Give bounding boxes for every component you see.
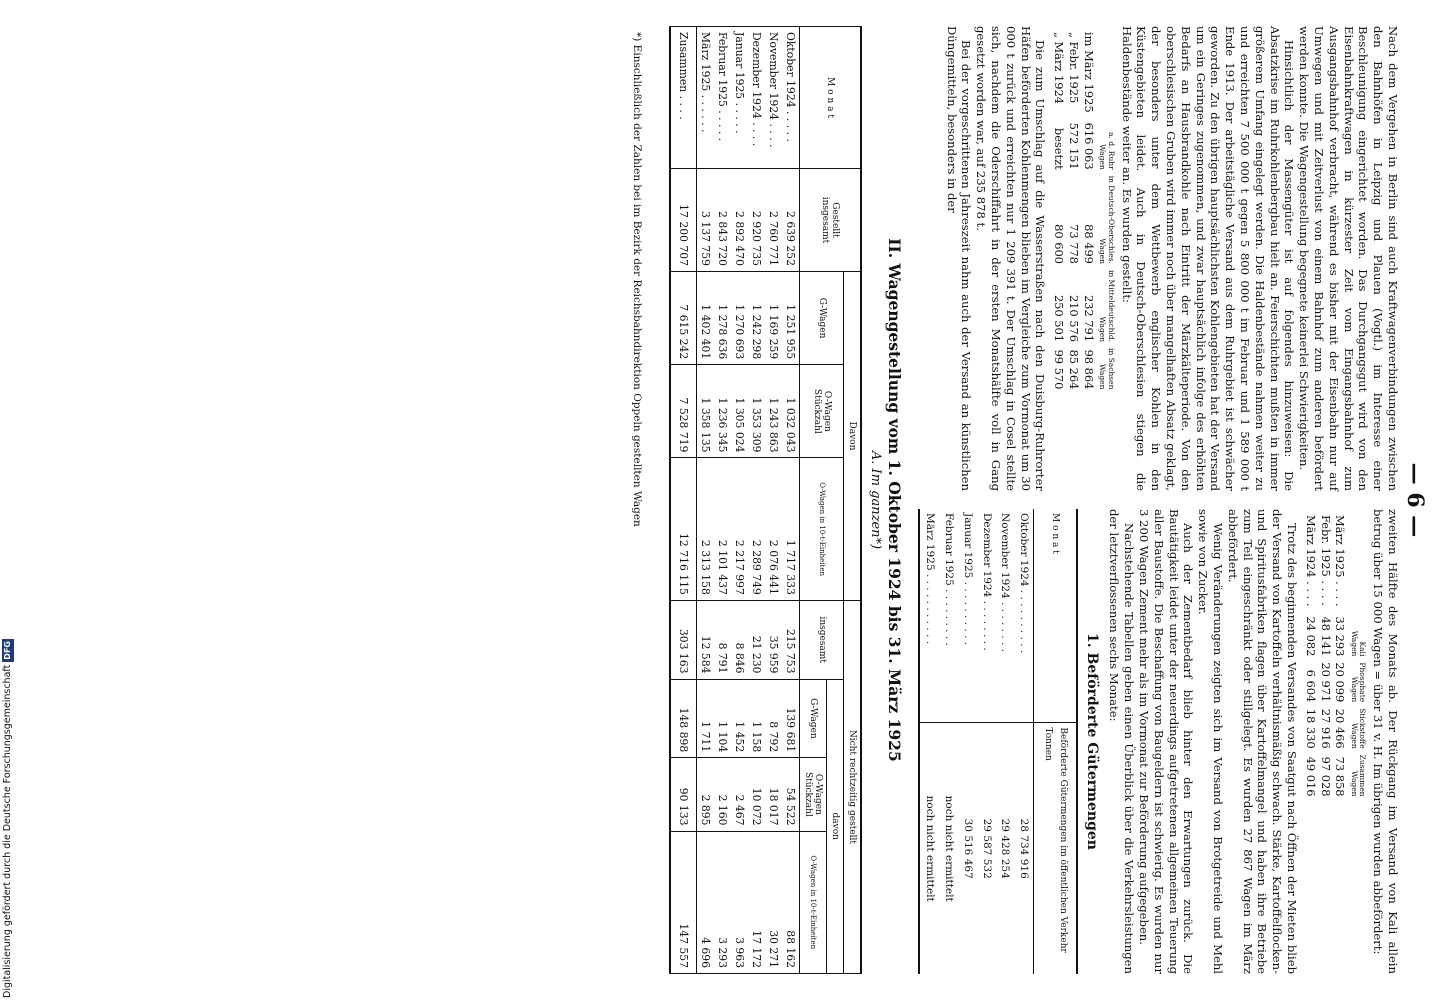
table-row [782, 27, 800, 974]
table-row [1081, 32, 1096, 395]
table-row [1066, 32, 1081, 395]
goods-table [918, 509, 1077, 974]
cell: 49 016 [1303, 756, 1318, 797]
paragraph: Trotz des beginnenden Versandes von Saatgut nach Öffnen der Mieten blieb der Versand von Kartoffeln verhältnismäßig schwach. Stärke, Kartoffelflocken- und Spiritusfabriken flagen über Kartoffelmangel und haben ihre Betriebe zum Teil eingeschränkt oder stillgelegt. Es wurden 27 867 Wagen im März abbefördert. [1225, 509, 1300, 974]
cell: 2 467 [731, 758, 748, 831]
table-row [765, 27, 782, 974]
coal-table [1051, 32, 1114, 395]
table-row [714, 27, 731, 974]
cell: 12 584 [697, 600, 715, 679]
month-cell: November 1924 . . . . [765, 27, 782, 169]
cell: 24 082 [1303, 616, 1318, 657]
insgesamt-label: insgesamt [820, 196, 831, 244]
cell: 8 791 [714, 600, 731, 679]
total-label: Zusammen . . . . [670, 27, 697, 169]
col-header: in Deutsch-Oberschles. [1106, 175, 1116, 264]
month-cell: März 1925 . . . . . . . . . . . [919, 509, 939, 723]
cell: 2 313 158 [697, 458, 715, 600]
cell: 1 278 636 [714, 272, 731, 365]
month-cell: Januar 1925 . . . . . . . . . . [961, 513, 974, 646]
stueck-label: Stückzahl [803, 771, 814, 817]
col-header-monat: M o n a t [1034, 509, 1077, 723]
cell: 85 264 [1067, 349, 1082, 390]
total-cell: 7 528 719 [670, 365, 697, 458]
cell: 1 711 [697, 679, 715, 758]
cell: 215 753 [782, 600, 800, 679]
col-header-nicht-insgesamt: insgesamt [800, 600, 844, 679]
section-title: II. Wagengestellung vom 1. Oktober 1924 bis 31. März 1925 [885, 238, 905, 762]
col-header-nicht-o10: O-Wagen in 10-t-Einheiten [800, 831, 827, 973]
col-header-o [800, 365, 844, 458]
cell: 17 172 [748, 831, 765, 973]
unit-label: Wagen [1349, 770, 1359, 797]
table-row [1333, 515, 1348, 803]
cell: 1 305 024 [731, 365, 748, 458]
cell: noch nicht ermittelt [919, 723, 939, 974]
goods-header-label: Beförderte Gütermengen im öffentlichen Verkehr [1057, 727, 1068, 953]
cell: 33 293 [1333, 616, 1348, 657]
cell: 2 639 252 [782, 169, 800, 272]
unit-label: Wagen [1349, 723, 1359, 749]
cell: 98 864 [1081, 349, 1096, 390]
cell: 3 137 759 [697, 169, 715, 272]
cell: 2 892 470 [731, 169, 748, 272]
cell: 27 916 [1318, 708, 1333, 749]
unit-label: Wagen [1349, 676, 1359, 703]
gestellt-label: Gestellt [830, 202, 841, 238]
cell: 30 271 [765, 831, 782, 973]
two-column-text [918, 26, 1400, 974]
page-number: — 6 — [1402, 462, 1428, 538]
col-header: Kali [1358, 641, 1368, 657]
cell: 2 289 749 [748, 458, 765, 600]
col-header-o10: O-Wagen in 10-t-Einheiten [800, 458, 844, 600]
cell: 2 895 [697, 758, 715, 831]
month-cell: November 1924 . . . . . . . . [999, 513, 1012, 653]
cell: 1 032 043 [782, 365, 800, 458]
cell: 1 158 [748, 679, 765, 758]
cell: 29 587 532 [977, 723, 996, 974]
o-label: O-Wagen [821, 390, 832, 432]
cell: 232 791 [1081, 294, 1096, 343]
col-header-davon: Davon [844, 272, 862, 601]
cell: 1 452 [731, 679, 748, 758]
paragraph: Wenig Veränderungen zeigten sich im Versand von Brotgetreide und Mehl sowie von Zucker. [1196, 509, 1226, 974]
cell: 88 499 [1081, 224, 1096, 264]
col-header: Stickstoffe [1358, 708, 1368, 749]
cell: 21 230 [748, 600, 765, 679]
table-row [731, 27, 748, 974]
cell: 18 330 [1303, 708, 1318, 749]
section-heading: 1. Beförderte Gütermengen [1083, 633, 1100, 850]
wagon-table-body [670, 27, 800, 974]
col-header: Phosphate [1358, 662, 1368, 703]
cell: 28 734 916 [1014, 723, 1033, 974]
cell: 1 402 401 [697, 272, 715, 365]
side-note-text: Digitalisierung gefördert durch die Deutsche Forschungsgemeinschaft [2, 664, 13, 998]
total-cell: 303 163 [670, 600, 697, 679]
cell: 1 104 [714, 679, 731, 758]
month-cell: Oktober 1924 . . . . . [782, 27, 800, 169]
cell: 10 072 [748, 758, 765, 831]
total-cell: 90 133 [670, 758, 697, 831]
month-cell: Oktober 1924 . . . . . . . . . . [1018, 513, 1031, 654]
cell: 80 600 [1052, 224, 1067, 264]
month-cell: März 1925 . . . . . . [697, 27, 715, 169]
total-cell: 7 615 242 [670, 272, 697, 365]
cell: 8 846 [731, 600, 748, 679]
table-row [1303, 515, 1318, 803]
table-row [1014, 509, 1033, 974]
cell: 18 017 [765, 758, 782, 831]
unit-label: Wagen [1098, 363, 1108, 390]
col-header-monat: M o n a t [800, 27, 862, 169]
cell: 20 466 [1333, 708, 1348, 749]
cell: 3 963 [731, 831, 748, 973]
cell: 35 959 [765, 600, 782, 679]
cell: 572 151 [1067, 122, 1082, 170]
paragraph: Die zum Umschlag auf die Wasserstraßen nach den Duisburg-Ruhrorter Häfen beförderten Kohlenmengen blieben im Vergleiche zum Vormonat um 30 000 t zurück und erreichten nur 1 209 391 t. Der Umschlag in Cosel stellte sich, nachdem die Oderschiffahrt in der ersten Monatshälfte voll in Gang gesetzt worden war, auf 235 878 t. [974, 26, 1048, 491]
cell: 2 760 771 [765, 169, 782, 272]
cell: 2 217 997 [731, 458, 748, 600]
unit-label: Wagen [1098, 316, 1108, 343]
cell: 73 858 [1333, 756, 1348, 797]
cell: 1 270 693 [731, 272, 748, 365]
cell: 88 162 [782, 831, 800, 973]
cell: 2 843 720 [714, 169, 731, 272]
total-row [670, 27, 697, 974]
cell: 30 516 467 [958, 723, 977, 974]
row-label: März 1924 . . . . [1303, 515, 1318, 607]
col-header-nicht-o [800, 758, 827, 831]
side-note [2, 610, 14, 998]
month-cell: Dezember 1924 . . . . [748, 27, 765, 169]
month-cell: Januar 1925 . . . . . [731, 27, 748, 169]
total-cell: 147 557 [670, 831, 697, 973]
paragraph: Nach dem Vergehen in Berlin sind auch Kraftwagenverbindungen zwischen den Bahnhöfen in Leipzig und Plauen (Vogtl.) im Interesse einer Beschleunigung eingerichtet worden. Das Durchgangsgut wird von den Eisenbahnkraftwagen in kürzester Zeit vom Eingangsbahnhof zum Ausgangsbahnhof verbracht, während es bisher mit der Eisenbahn nur auf Umwegen und mit Zeitverlust von einem Bahnhof zum anderen befördert werden konnte. Die Wagengestellung begegnete keinerlei Schwierigkeiten. [1297, 26, 1400, 491]
footnote: *) Einschließlich der Zahlen bei im Bezirk der Reichsbahndirektion Oppeln gestellten Wagen [631, 32, 644, 527]
left-column [918, 26, 1400, 491]
paragraph: Hinsichtlich der Massengüter ist auf folgendes hinzuweisen: Die Absatzkrise im Ruhrkohlenbergbau hielt an. Feierschichten mußten in immer größerem Umfang eingelegt werden. Die Haldenbestände nahmen weiter zu und erreichten 7 500 000 t gegen 5 800 000 t im Februar und 1 589 000 t Ende 1913. Der arbeitstägliche Versand aus dem Ruhrgebiet ist schwächer geworden. Zu den übrigen hauptsächlichsten Kohlengebieten hat der Versand um ein Geringes zugenommen, und zwar hauptsächlich infolge des erhöhten Bedarfs an Hausbrandkohle nach Eintritt der Märzkälteperiode. Von den oberschlesischen Gruben wird immer noch über mangelhaften Absatz geklagt, der besonders unter dem Wettbewerb englischer Kohlen in den Küstengebieten leidet. Auch in Deutsch-Oberschlesien stiegen die Haldenbestände weiter an. Es wurden gestellt: [1119, 26, 1297, 491]
cell: 6 604 [1303, 669, 1318, 703]
cell: 616 063 [1081, 122, 1096, 170]
cell: 2 160 [714, 758, 731, 831]
right-column [918, 509, 1400, 974]
cell: 139 681 [782, 679, 800, 758]
unit-label: Tonnen [1043, 727, 1054, 761]
paragraph: zweiten Hälfte des Monats ab. Der Rückgang im Versand von Kali allein betrug über 15 000 Wagen = über 31 v. H. Im übrigen wurden abbefördert: [1371, 509, 1400, 974]
col-header: Zusammen [1358, 754, 1368, 797]
unit-label: Wagen [1098, 144, 1108, 170]
row-label: „ Febr. 1925 [1067, 32, 1082, 104]
cell: 2 076 441 [765, 458, 782, 600]
cell: 1 242 298 [748, 272, 765, 365]
cell: 48 141 [1318, 616, 1333, 657]
wagon-table [669, 26, 862, 974]
cell: 2 101 437 [714, 458, 731, 600]
cell: 1 717 333 [782, 458, 800, 600]
col-header-gestellt [800, 169, 862, 272]
row-label: März 1925 . . . . [1333, 515, 1348, 607]
fertilizer-table [1303, 515, 1366, 803]
unit-label: Wagen [1349, 630, 1359, 657]
total-cell: 148 898 [670, 679, 697, 758]
paragraph: Auch der Zementbedarf blieb hinter den Erwartungen zurück. Die Bautätigkeit leidet unter der neuerdings aufgetretenen allgemeinen Teuerung aller Baustoffe. Die Beschaffung von Baugeldern ist schwierig. Es wurden nur 3 200 Wagen Zement mehr als im Vormonat zur Beförderung aufgegeben. [1137, 509, 1196, 974]
col-header-nicht: Nicht rechtzeitig gestellt [844, 600, 862, 973]
cell: 20 971 [1318, 662, 1333, 703]
cell: 97 028 [1318, 756, 1333, 797]
table-row [1051, 32, 1066, 395]
cell: 2 920 735 [748, 169, 765, 272]
table-row [919, 509, 939, 974]
col-header-goods [1034, 723, 1077, 974]
row-label: im März 1925 [1081, 32, 1096, 113]
row-label: „ März 1924 [1052, 32, 1067, 105]
section-subtitle: A. Im ganzen*) [868, 450, 884, 550]
paragraph: Bei der vorgeschrittenen Jahreszeit nahm auch der Versand an künstlichen Düngemitteln, besonders in der [944, 26, 974, 491]
col-header-nicht-davon: davon [827, 679, 844, 973]
cell: 1 358 135 [697, 365, 715, 458]
o-label: O-Wagen [813, 773, 824, 815]
table-row [939, 509, 958, 974]
cell: 3 293 [714, 831, 731, 973]
row-label: Febr. 1925 . . . . [1318, 515, 1333, 606]
cell: 20 099 [1333, 662, 1348, 703]
month-cell: Dezember 1924 . . . . . . . . [980, 513, 993, 651]
table-row [958, 509, 977, 974]
cell: 1 353 309 [748, 365, 765, 458]
cell: 4 696 [697, 831, 715, 973]
cell: 99 570 [1052, 349, 1067, 390]
table-row [977, 509, 996, 974]
cell: 1 251 955 [782, 272, 800, 365]
col-header-nicht-g: G-Wagen [800, 679, 827, 758]
table-row [1318, 515, 1333, 803]
table-row [748, 27, 765, 974]
table-row [996, 509, 1015, 974]
month-cell: Februar 1925 . . . . . . . . . [943, 513, 956, 646]
table-row [697, 27, 715, 974]
cell: besetzt [1052, 127, 1067, 170]
stueck-label: Stückzahl [811, 388, 822, 434]
cell: 1 236 345 [714, 365, 731, 458]
dfg-logo: DFG [3, 641, 12, 660]
cell: 210 576 [1067, 294, 1082, 343]
cell: 8 792 [765, 679, 782, 758]
total-cell: 12 716 115 [670, 458, 697, 600]
unit-label: Wagen [1098, 238, 1108, 264]
cell: 1 169 259 [765, 272, 782, 365]
paragraph: Nachstehende Tabellen geben einen Überblick über die Verkehrsleistungen der letztverflossenen sechs Monate: [1107, 509, 1137, 974]
col-header-g: G-Wagen [800, 272, 844, 365]
cell: 54 522 [782, 758, 800, 831]
cell: 29 428 254 [996, 723, 1015, 974]
col-header: in Sachsen [1106, 348, 1116, 390]
col-header: a. d. Ruhr [1106, 131, 1116, 170]
cell: 250 501 [1052, 294, 1067, 343]
col-header: in Mitteldeutschld. [1106, 269, 1116, 343]
month-cell: Februar 1925 . . . . . [714, 27, 731, 169]
cell: 73 778 [1067, 224, 1082, 264]
cell: 1 243 863 [765, 365, 782, 458]
cell: noch nicht ermittelt [939, 723, 958, 974]
total-cell: 17 200 707 [670, 169, 697, 272]
